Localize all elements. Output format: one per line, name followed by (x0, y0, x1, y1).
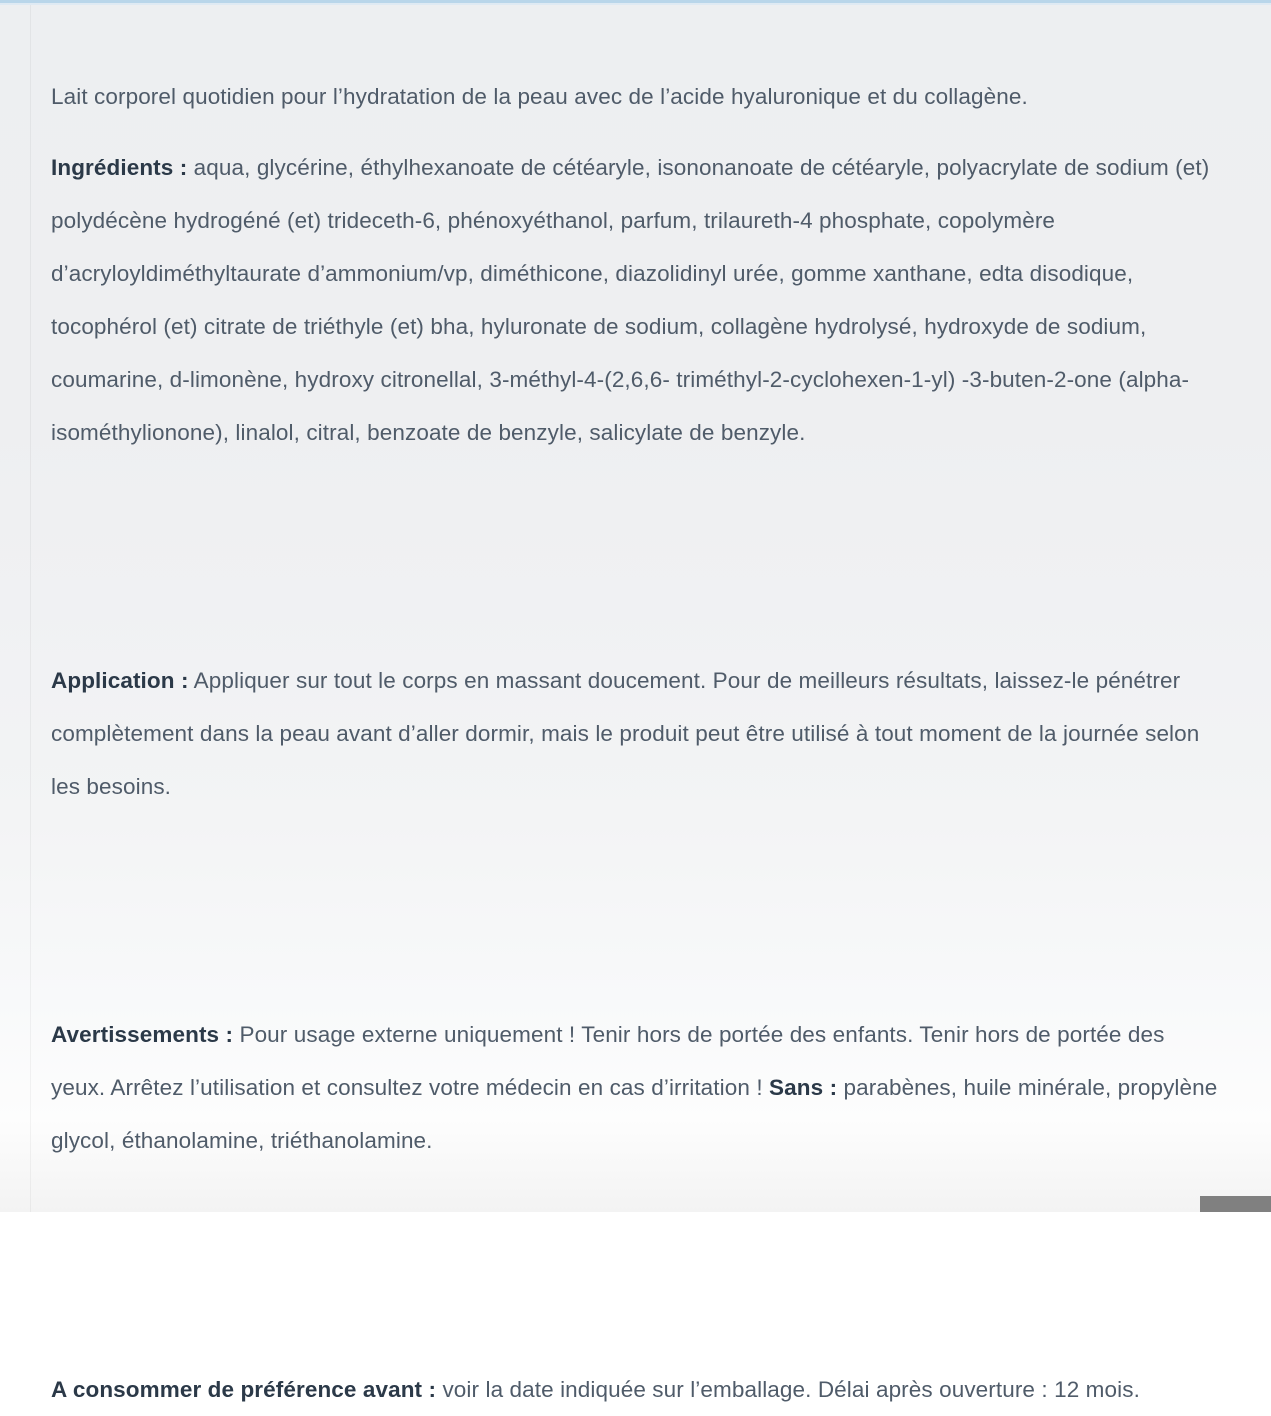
top-accent-rule-soft (0, 3, 1271, 5)
horizontal-scrollbar-thumb[interactable] (1200, 1196, 1271, 1212)
best-before-paragraph (51, 1363, 1221, 1416)
best-before-text: voir la date indiquée sur l’emballage. Délai après ouverture : 12 mois. (436, 1377, 1140, 1402)
description-content (51, 70, 1224, 1416)
ingredients-text: aqua, glycérine, éthylhexanoate de cétéaryle, isononanoate de cétéaryle, polyacrylate de sodium (et) polydécène hydrogéné (et) trideceth-6, phénoxyéthanol, parfum, trilaureth-4 phosphate, copolymère d’acryloyldiméthyltaurate d’ammonium/vp, diméthicone, diazolidinyl urée, gomme xanthane, edta disodique, tocophérol (et) citrate de triéthyle (et) bha, hyluronate de sodium, collagène hydrolysé, hydroxyde de sodium, coumarine, d-limonène, hydroxy citronellal, 3-méthyl-4-(2,6,6- triméthyl-2-cyclohexen-1-yl) -3-buten-2-one (alpha-isométhylionone), linalol, citral, benzoate de benzyle, salicylate de benzyle. (51, 155, 1216, 445)
application-paragraph (51, 654, 1221, 813)
warnings-paragraph (51, 1008, 1224, 1167)
left-divider (30, 5, 31, 1212)
free-from-text: parabènes, huile minérale, propylène glycol, éthanolamine, triéthanolamine. (51, 1075, 1224, 1153)
application-text: Appliquer sur tout le corps en massant doucement. Pour de meilleurs résultats, laissez-le pénétrer complètement dans la peau avant d’aller dormir, mais le produit peut être utilisé à tout moment de la journée selon les besoins. (51, 668, 1206, 799)
best-before-label: A consommer de préférence avant : (51, 1377, 437, 1402)
warnings-label: Avertissements : (51, 1022, 234, 1047)
ingredients-label: Ingrédients : (51, 155, 188, 180)
ingredients-paragraph (51, 141, 1221, 459)
free-from-label: Sans : (762, 1075, 838, 1100)
warnings-text: Pour usage externe uniquement ! Tenir hors de portée des enfants. Tenir hors de portée des yeux. Arrêtez l’utilisation et consultez votre médecin en cas d’irritation ! (51, 1022, 1171, 1100)
application-label: Application : (51, 668, 189, 693)
horizontal-scrollbar-track[interactable] (0, 1196, 1271, 1212)
product-intro-paragraph: Lait corporel quotidien pour l’hydratation de la peau avec de l’acide hyaluronique et du collagène. (51, 84, 1028, 109)
